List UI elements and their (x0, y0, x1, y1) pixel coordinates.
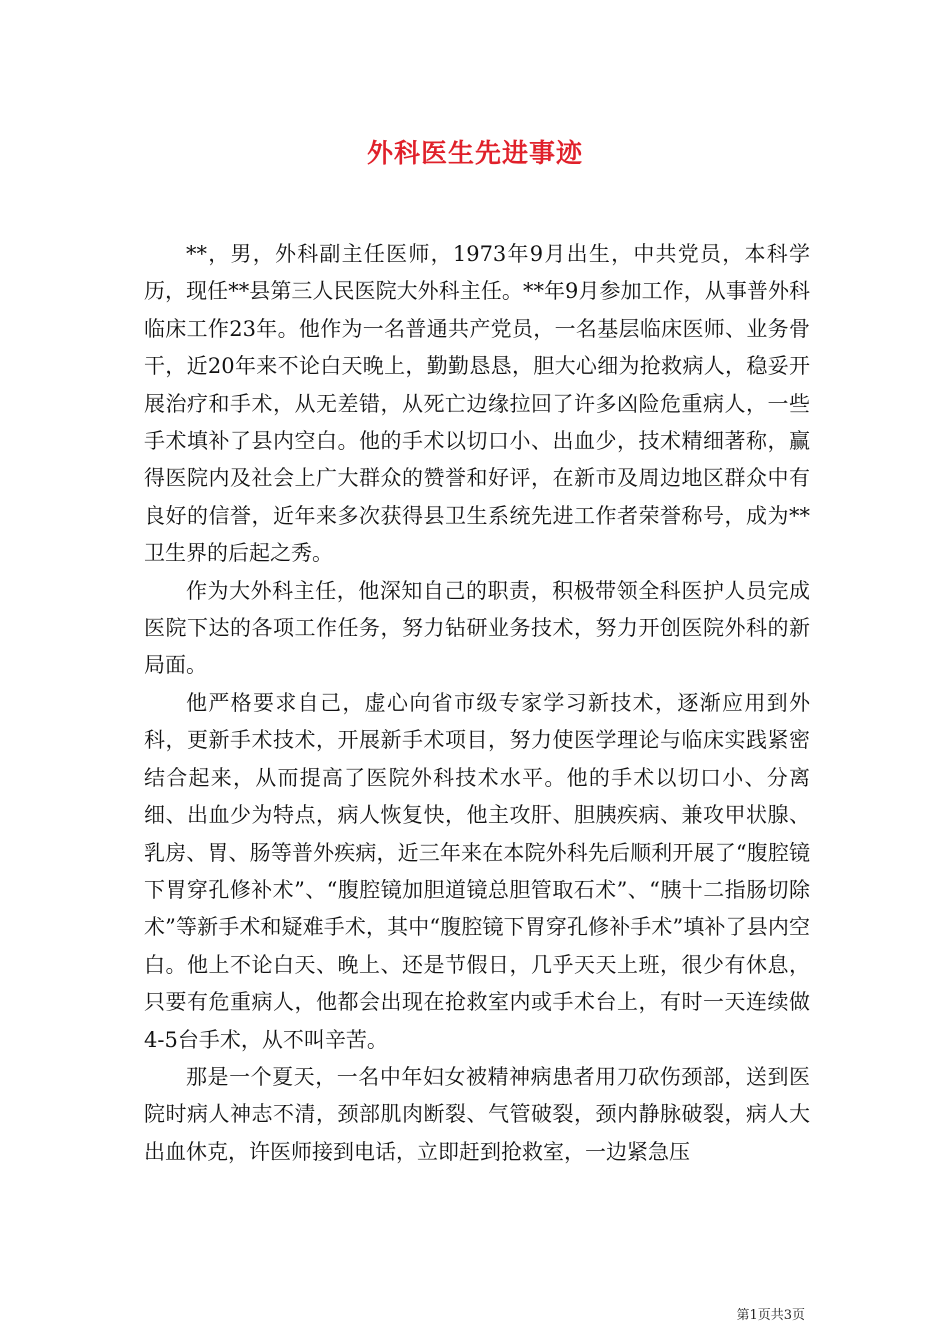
page-number-footer: 第1页共3页 (736, 1308, 805, 1323)
paragraph-4: 那是一个夏天，一名中年妇女被精神病患者用刀砍伤颈部，送到医院时病人神志不清，颈部肌肉断裂、气管破裂，颈内静脉破裂，病人大出血休克，许医师接到电话，立即赶到抢救室，一边紧急压 (144, 1064, 810, 1164)
paragraph-2: 作为大外科主任，他深知自己的职责，积极带领全科医护人员完成医院下达的各项工作任务，努力钻研业务技术，努力开创医院外科的新局面。 (144, 578, 810, 678)
document-title: 外科医生先进事迹 (366, 139, 583, 169)
paragraph-1: **，男，外科副主任医师，1973年9月出生，中共党员，本科学历，现任**县第三人民医院大外科主任。**年9月参加工作，从事普外科临床工作23年。他作为一名普通共产党员，一名基层临床医师、业务骨干，近20年来不论白天晚上，勤勤恳恳，胆大心细为抢救病人，稳妥开展治疗和手术，从无差错，从死亡边缘拉回了许多凶险危重病人，一些手术填补了县内空白。他的手术以切口小、出血少，技术精细著称，赢得医院内及社会上广大群众的赞誉和好评，在新市及周边地区群众中有良好的信誉，近年来多次获得县卫生系统先进工作者荣誉称号，成为**卫生界的后起之秀。 (144, 242, 810, 566)
document-body (144, 236, 810, 1171)
paragraph-3: 他严格要求自己，虚心向省市级专家学习新技术，逐渐应用到外科，更新手术技术，开展新手术项目，努力使医学理论与临床实践紧密结合起来，从而提高了医院外科技术水平。他的手术以切口小、分离细、出血少为特点，病人恢复快，他主攻肝、胆胰疾病、兼攻甲状腺、乳房、胃、肠等普外疾病，近三年来在本院外科先后顺利开展了“腹腔镜下胃穿孔修补术”、“腹腔镜加胆道镜总胆管取石术”、“胰十二指肠切除术”等新手术和疑难手术，其中“腹腔镜下胃穿孔修补手术”填补了县内空白。他上不论白天、晚上、还是节假日，几乎天天上班，很少有休息，只要有危重病人，他都会出现在抢救室内或手术台上，有时一天连续做4-5台手术，从不叫辛苦。 (144, 690, 810, 1052)
